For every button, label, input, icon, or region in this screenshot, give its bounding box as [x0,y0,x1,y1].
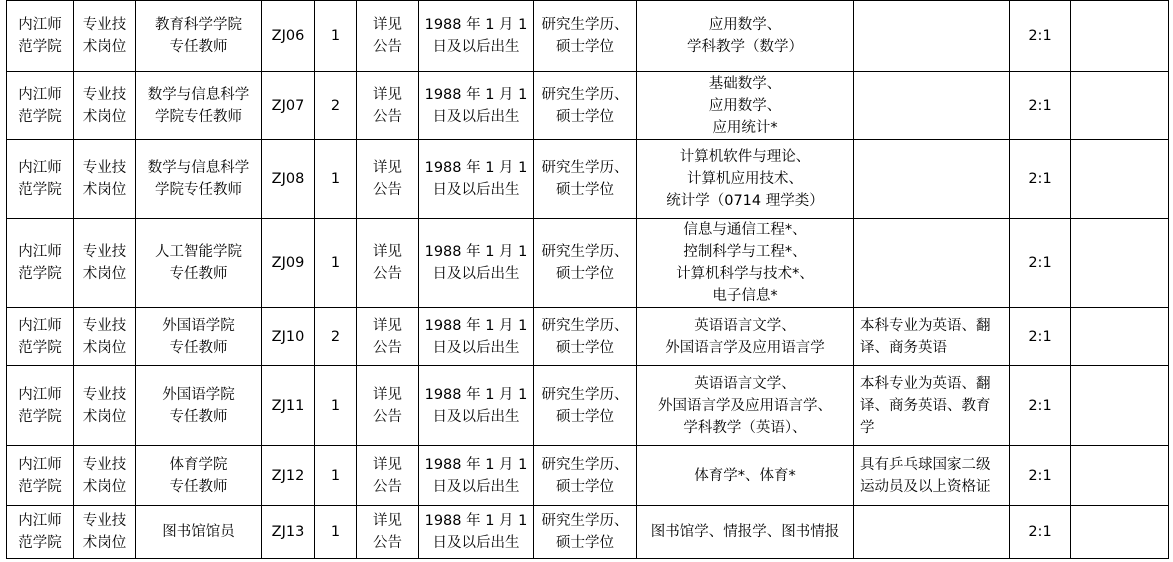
cell-post-type-line: 术岗位 [82,39,127,55]
cell-code [262,72,315,140]
cell-age-line: 1988 年 1 月 1 [424,513,528,529]
cell-other-line: 具有乒乓球国家二级 [860,456,991,473]
cell-major-line: 外国语言学及应用语言学 [665,339,825,356]
cell-note [1071,72,1169,140]
cell-ratio [1010,366,1071,446]
cell-unit [7,366,74,446]
cell-education-line: 公告 [373,535,402,551]
cell-education [357,308,419,366]
cell-post-name-line: 专任教师 [169,266,228,282]
cell-degree-line: 研究生学历、 [541,244,629,260]
cell-post-name-line: 外国语学院 [162,386,235,403]
cell-post-name [136,219,262,308]
cell-degree [534,308,637,366]
cell-major-line: 计算机软件与理论、 [679,149,811,165]
cell-education-line: 公告 [373,182,402,198]
cell-education-line: 公告 [373,408,402,425]
cell-other [854,366,1010,446]
cell-note [1071,140,1169,219]
cell-unit-line: 内江师 [18,513,62,529]
cell-ratio [1010,506,1071,559]
cell-education-line: 公告 [373,108,402,125]
cell-degree-line: 研究生学历、 [541,386,629,403]
table-row [7,140,1169,219]
cell-post-type [74,366,136,446]
cell-code-text: ZJ08 [271,171,305,187]
table-body [7,1,1169,559]
cell-major-line: 电子信息* [712,288,778,304]
cell-degree-line: 研究生学历、 [541,317,629,334]
cell-education-line: 详见 [373,317,402,334]
cell-education-line: 公告 [373,39,402,55]
cell-unit-line: 内江师 [18,17,62,33]
cell-ratio [1010,446,1071,506]
cell-degree-line: 硕士学位 [556,408,614,425]
cell-major [637,140,854,219]
cell-post-name-line: 专任教师 [169,408,228,425]
cell-code-text: ZJ06 [271,28,305,44]
cell-degree-line: 硕士学位 [556,535,614,551]
cell-post-type-line: 术岗位 [82,535,127,551]
cell-age-line: 1988 年 1 月 1 [424,456,528,473]
cell-age [419,72,534,140]
cell-note [1071,366,1169,446]
cell-count [315,366,357,446]
cell-post-name [136,506,262,559]
cell-degree-line: 硕士学位 [556,39,614,55]
cell-post-type [74,446,136,506]
cell-other [854,446,1010,506]
cell-degree-line: 硕士学位 [556,108,614,125]
cell-post-name [136,1,262,72]
cell-code-text: ZJ11 [271,397,305,414]
cell-unit-line: 内江师 [18,160,62,176]
cell-education [357,506,419,559]
cell-major-line: 计算机应用技术、 [687,171,803,187]
cell-degree [534,140,637,219]
cell-code [262,1,315,72]
cell-age [419,1,534,72]
cell-post-type [74,308,136,366]
cell-age-line: 日及以后出生 [432,182,520,198]
cell-degree [534,446,637,506]
table-row [7,219,1169,308]
cell-post-type-line: 专业技 [82,456,127,473]
cell-other-line: 译、商务英语 [860,339,947,356]
cell-degree-line: 研究生学历、 [541,17,629,33]
cell-other-line: 本科专业为英语、翻 [860,375,991,392]
cell-age [419,506,534,559]
cell-degree [534,506,637,559]
cell-post-name-line: 数学与信息科学 [147,86,250,103]
cell-post-type-line: 术岗位 [82,339,127,356]
table-row [7,506,1169,559]
cell-age-line: 日及以后出生 [432,39,520,55]
cell-code [262,140,315,219]
cell-other [854,308,1010,366]
cell-count [315,506,357,559]
cell-unit-line: 范学院 [18,39,62,55]
cell-unit-line: 内江师 [18,456,62,473]
cell-count-text: 1 [330,467,341,484]
cell-post-name [136,308,262,366]
cell-other [854,1,1010,72]
cell-degree-line: 硕士学位 [556,478,614,495]
cell-code-text: ZJ07 [271,97,305,114]
cell-unit-line: 范学院 [18,266,62,282]
cell-major-line: 控制科学与工程*、 [683,244,807,260]
cell-education [357,446,419,506]
cell-ratio-text: 2:1 [1028,524,1052,540]
cell-note [1071,446,1169,506]
table-row [7,1,1169,72]
cell-post-type [74,219,136,308]
cell-post-type-line: 术岗位 [82,182,127,198]
cell-unit [7,1,74,72]
cell-major-line: 统计学（0714 理学类） [666,193,824,209]
cell-major-line: 外国语言学及应用语言学、 [658,397,832,414]
cell-count-text: 1 [330,255,341,271]
cell-unit-line: 范学院 [18,408,62,425]
cell-age [419,446,534,506]
cell-major-line: 应用数学、 [708,17,782,33]
cell-post-type-line: 专业技 [82,317,127,334]
cell-major [637,1,854,72]
table-row [7,446,1169,506]
cell-ratio [1010,219,1071,308]
cell-ratio-text: 2:1 [1028,255,1052,271]
cell-count-text: 2 [330,97,341,114]
cell-unit-line: 范学院 [18,182,62,198]
cell-education [357,72,419,140]
cell-major-line: 英语语言文学、 [694,375,796,392]
cell-count-text: 2 [330,328,341,345]
cell-degree-line: 硕士学位 [556,266,614,282]
cell-unit [7,219,74,308]
cell-education-line: 详见 [373,86,402,103]
cell-note [1071,219,1169,308]
cell-degree [534,219,637,308]
cell-education-line: 公告 [373,478,402,495]
cell-unit-line: 内江师 [18,317,62,334]
cell-major [637,366,854,446]
cell-age-line: 日及以后出生 [432,108,520,125]
cell-unit [7,446,74,506]
cell-other-line: 运动员及以上资格证 [860,478,991,495]
cell-post-type-line: 术岗位 [82,266,127,282]
cell-degree-line: 硕士学位 [556,339,614,356]
cell-major [637,72,854,140]
cell-code [262,446,315,506]
cell-code [262,506,315,559]
cell-education-line: 详见 [373,17,402,33]
cell-major-line: 体育学*、体育* [694,467,796,484]
cell-age-line: 1988 年 1 月 1 [424,17,528,33]
cell-ratio-text: 2:1 [1028,28,1052,44]
cell-post-type-line: 专业技 [82,86,127,103]
cell-unit-line: 范学院 [18,535,62,551]
cell-post-name-line: 外国语学院 [162,317,235,334]
cell-major-line: 应用数学、 [708,97,782,114]
cell-age [419,219,534,308]
cell-post-name-line: 人工智能学院 [155,244,242,260]
cell-note [1071,506,1169,559]
cell-degree-line: 硕士学位 [556,182,614,198]
cell-other-line: 本科专业为英语、翻 [860,317,991,334]
cell-ratio [1010,140,1071,219]
cell-code-text: ZJ13 [271,524,305,540]
cell-age-line: 1988 年 1 月 1 [424,386,528,403]
cell-education [357,1,419,72]
cell-note [1071,1,1169,72]
table-row [7,308,1169,366]
cell-code [262,219,315,308]
cell-count [315,219,357,308]
cell-post-name [136,366,262,446]
cell-education-line: 详见 [373,456,402,473]
cell-age-line: 日及以后出生 [432,408,520,425]
cell-unit-line: 内江师 [18,386,62,403]
cell-post-name-line: 数学与信息科学 [147,160,250,176]
cell-ratio [1010,72,1071,140]
cell-degree-line: 研究生学历、 [541,513,629,529]
cell-major-line: 图书馆学、情报学、图书情报 [650,524,840,540]
cell-age-line: 日及以后出生 [432,266,520,282]
cell-ratio-text: 2:1 [1028,467,1052,484]
cell-post-name-line: 图书馆馆员 [162,524,235,540]
cell-unit [7,140,74,219]
cell-age-line: 1988 年 1 月 1 [424,86,528,103]
cell-degree-line: 研究生学历、 [541,86,629,103]
cell-other [854,219,1010,308]
cell-degree [534,366,637,446]
cell-age [419,140,534,219]
cell-note [1071,308,1169,366]
cell-age-line: 日及以后出生 [432,478,520,495]
cell-post-type-line: 专业技 [82,244,127,260]
cell-post-type [74,140,136,219]
cell-degree-line: 研究生学历、 [541,160,629,176]
cell-code [262,366,315,446]
cell-major [637,219,854,308]
cell-age-line: 1988 年 1 月 1 [424,244,528,260]
cell-age [419,308,534,366]
cell-post-name-line: 专任教师 [169,478,228,495]
cell-code-text: ZJ10 [271,328,305,345]
cell-education-line: 详见 [373,160,402,176]
cell-count-text: 1 [330,524,341,540]
cell-unit [7,506,74,559]
cell-unit-line: 范学院 [18,339,62,356]
cell-degree [534,1,637,72]
cell-post-type-line: 专业技 [82,160,127,176]
cell-ratio [1010,308,1071,366]
cell-post-type [74,506,136,559]
cell-post-type [74,1,136,72]
cell-major-line: 学科教学（数学） [687,39,803,55]
cell-post-name-line: 学院专任教师 [155,108,242,125]
cell-major-line: 英语语言文学、 [694,317,796,334]
cell-education-line: 公告 [373,266,402,282]
cell-post-name-line: 教育科学学院 [155,17,242,33]
cell-code-text: ZJ09 [271,255,305,271]
cell-education [357,219,419,308]
cell-unit [7,72,74,140]
cell-post-name-line: 专任教师 [169,39,228,55]
cell-ratio-text: 2:1 [1028,97,1052,114]
cell-major [637,446,854,506]
cell-post-type-line: 术岗位 [82,108,127,125]
cell-post-name [136,72,262,140]
cell-count [315,72,357,140]
cell-ratio-text: 2:1 [1028,397,1052,414]
cell-education [357,140,419,219]
cell-age-line: 日及以后出生 [432,339,520,356]
cell-other-line: 译、商务英语、教育 [860,397,991,414]
cell-other [854,72,1010,140]
cell-code-text: ZJ12 [271,467,305,484]
cell-other-line: 学 [860,419,875,436]
cell-count [315,446,357,506]
cell-age [419,366,534,446]
cell-post-type-line: 专业技 [82,386,127,403]
cell-degree [534,72,637,140]
cell-post-name-line: 学院专任教师 [155,182,242,198]
cell-count [315,308,357,366]
table-row [7,72,1169,140]
cell-count-text: 1 [330,28,341,44]
table-row [7,366,1169,446]
cell-age-line: 1988 年 1 月 1 [424,160,528,176]
cell-education-line: 详见 [373,513,402,529]
cell-other [854,140,1010,219]
cell-unit-line: 内江师 [18,244,62,260]
cell-major-line: 基础数学、 [708,75,782,92]
cell-post-type-line: 术岗位 [82,408,127,425]
cell-post-type [74,72,136,140]
cell-unit-line: 范学院 [18,478,62,495]
cell-other [854,506,1010,559]
cell-post-type-line: 术岗位 [82,478,127,495]
cell-major-line: 学科教学（英语）、 [683,419,807,436]
cell-major-line: 应用统计* [712,119,778,136]
cell-age-line: 1988 年 1 月 1 [424,317,528,334]
cell-education-line: 公告 [373,339,402,356]
cell-unit [7,308,74,366]
cell-education-line: 详见 [373,244,402,260]
cell-major [637,506,854,559]
cell-major [637,308,854,366]
cell-ratio-text: 2:1 [1028,328,1052,345]
cell-count [315,1,357,72]
cell-post-name-line: 专任教师 [169,339,228,356]
cell-post-type-line: 专业技 [82,513,127,529]
cell-code [262,308,315,366]
cell-post-name-line: 体育学院 [169,456,228,473]
cell-post-name [136,446,262,506]
cell-count-text: 1 [330,171,341,187]
cell-unit-line: 内江师 [18,86,62,103]
cell-ratio-text: 2:1 [1028,171,1052,187]
cell-post-type-line: 专业技 [82,17,127,33]
cell-education [357,366,419,446]
cell-unit-line: 范学院 [18,108,62,125]
cell-education-line: 详见 [373,386,402,403]
cell-degree-line: 研究生学历、 [541,456,629,473]
cell-count-text: 1 [330,397,341,414]
cell-major-line: 信息与通信工程*、 [683,222,807,238]
cell-ratio [1010,1,1071,72]
cell-age-line: 日及以后出生 [432,535,520,551]
job-listing-table [6,0,1169,559]
cell-major-line: 计算机科学与技术*、 [676,266,814,282]
cell-count [315,140,357,219]
cell-post-name [136,140,262,219]
